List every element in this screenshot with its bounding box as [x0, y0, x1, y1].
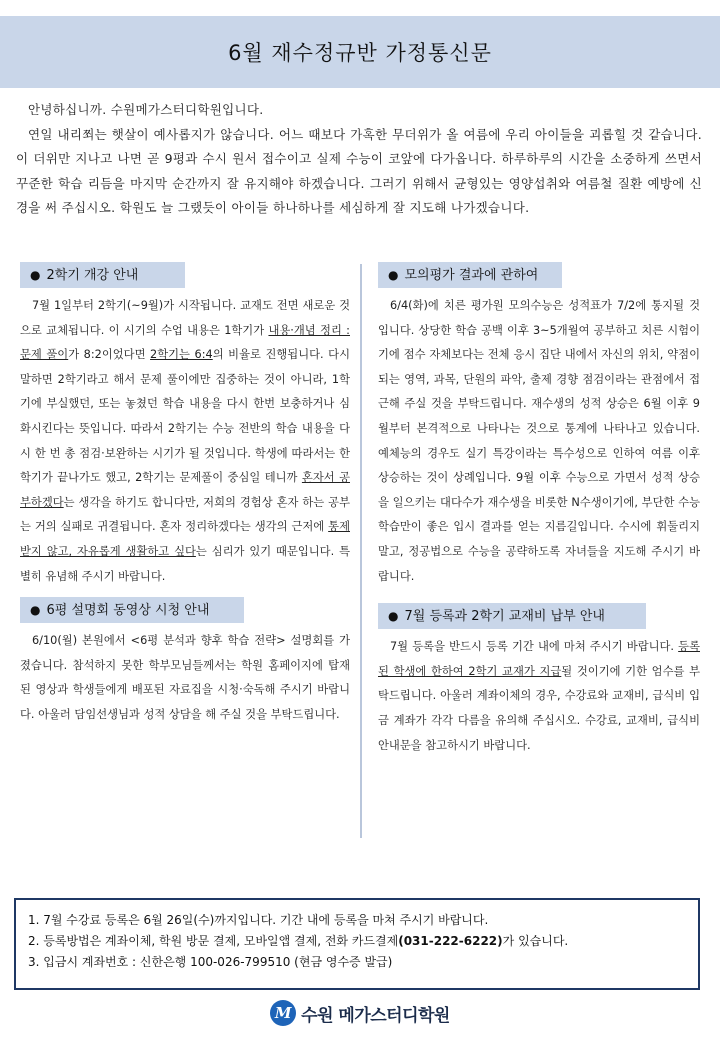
intro-body: 연일 내리쬐는 햇살이 예사롭지가 않습니다. 어느 때보다 가혹한 무더위가 올 여름에 우리 아이들을 괴롭힐 것 같습니다. 이 더위만 지나고 나면 곧 9평과 수시 원서 접수이고 실제 수능이 코앞에 다가옵니다. 하루하루의 시간을 소중하게 쓰면서 꾸준한 학습 리듬을 마지막 순간까지 잘 유지해야 하겠습니다. 그러기 위해서 균형있는 영양섭취와 여름철 질환 예방에 신경을 써 주십시오. 학원도 늘 그랬듯이 아이들 하나하나를 세심하게 잘 지도해 나가겠습니다. — [16, 126, 702, 215]
left-column — [20, 262, 350, 728]
section-body-mock-exam: 6/4(화)에 치른 평가원 모의수능은 성적표가 7/2에 통지될 것입니다. 상당한 학습 공백 이후 3~5개월여 공부하고 치른 시험이기에 점수 자체보다는 전체 응시 집단 내에서 자신의 위치, 약점이 되는 영역, 과목, 단원의 파악, 출제 경향 점검이라는 관점에서 접근해 주실 것을 부탁드립니다. 재수생의 성적 상승은 6월 이후 9월부터 본격적으로 나타나는 것으로 통계에 나타나고 있습니다. 예체능의 경우도 실기 특강이라는 특수성으로 인하여 여름 이후 상승하는 것이 상례입니다. 9월 이후 수능으로 가면서 성적 상승을 일으키는 대다수가 재수생을 비롯한 N수생이기에, 부단한 수능 학습만이 좋은 입시 결과를 얻는 지름길입니다. 수시에 휘둘리지 말고, 정공법으로 수능을 공략하도록 자녀들을 지도해 주시기 바랍니다. — [378, 299, 700, 583]
text-run: 7월 1일부터 2학기(~9월)가 시작됩니다. 교재도 전면 새로운 것으로 교체됩니다. 이 시기의 수업 내용은 1학기가 — [20, 299, 350, 337]
bullet-icon: ● — [30, 603, 41, 618]
section-title-mock-exam — [378, 262, 562, 288]
text-run: 가 있습니다. — [502, 934, 569, 948]
page-header — [0, 16, 720, 88]
notice-box — [14, 898, 700, 990]
intro-greeting: 안녕하십니까. 수원메가스터디학원입니다. — [28, 102, 264, 117]
section-body-registration — [378, 635, 700, 758]
underlined-text: 2학기는 6:4 — [150, 348, 213, 362]
section-title-text: 2학기 개강 안내 — [46, 268, 139, 283]
underlined-text: 통제받지 않고, 자유롭게 생활하고 싶다 — [20, 520, 350, 558]
column-divider — [360, 264, 362, 838]
text-run: 2. 등록방법은 계좌이체, 학원 방문 결제, 모바일앱 결제, 전화 카드결제 — [28, 934, 399, 948]
section-title-text: 7월 등록과 2학기 교재비 납부 안내 — [404, 609, 605, 625]
section-title-text: 모의평가 결과에 관하여 — [404, 268, 539, 283]
underlined-text: 내용·개념 정리 : 문제 풀이 — [20, 323, 350, 362]
notice-line-2 — [28, 931, 698, 952]
notice-line-1: 1. 7월 수강료 등록은 6월 26일(수)까지입니다. 기간 내에 등록을 마쳐 주시기 바랍니다. — [28, 913, 489, 927]
text-run: 7월 등록을 반드시 등록 기간 내에 마쳐 주시기 바랍니다. — [390, 640, 679, 654]
footer-logo — [0, 998, 720, 1028]
phone-number: (031-222-6222) — [398, 934, 503, 948]
logo-text: 수원 메가스터디학원 — [301, 1005, 450, 1026]
text-run: 는 심리가 있기 때문입니다. 특별히 유념해 주시기 바랍니다. — [20, 544, 350, 583]
text-run: 의 비율로 진행됩니다. 다시 말하면 2학기라고 해서 문제 풀이에만 집중하는 것이 아니라, 1학기에 부실했던, 또는 놓쳤던 학습 내용을 다시 한번 보충하거나 심화시킨다는 뜻입니다. 따라서 2학기는 수능 전반의 학습 내용을 다시 한 번 총 점검·보완하는 시기가 될 것입니다. 학생에 따라서는 한 학기가 끝나가도 했고, 2학기는 문제풀이 중심일 테니까 — [20, 348, 350, 485]
intro-section — [16, 98, 702, 221]
bullet-icon: ● — [30, 268, 41, 282]
page-title: 6월 재수정규반 가정통신문 — [228, 41, 492, 65]
notice-line-3: 3. 입금시 계좌번호 : 신한은행 100-026-799510 (현금 영수증 발급) — [28, 955, 393, 969]
text-run: 될 것이기에 기한 엄수를 부탁드립니다. 아울러 계좌이체의 경우, 수강료와 교재비, 급식비 입금 계좌가 각각 다름을 유의해 주십시오. 수강료, 교재비, 급식비 안내문을 참고하시기 바랍니다. — [378, 664, 700, 752]
bullet-icon: ● — [388, 609, 399, 624]
bullet-icon: ● — [388, 268, 399, 282]
section-body-semester — [20, 294, 350, 589]
section-title-video — [20, 597, 244, 623]
section-title-semester — [20, 262, 185, 288]
text-run: 가 8:2이었다면 — [68, 348, 151, 362]
underlined-text: 혼자서 공부하겠다 — [20, 471, 350, 509]
logo-icon: M — [270, 1000, 296, 1026]
underlined-text: 등록된 학생에 한하여 2학기 교재가 지급 — [378, 640, 700, 678]
section-title-text: 6평 설명회 동영상 시청 안내 — [46, 603, 210, 619]
section-body-video: 6/10(월) 본원에서 <6평 분석과 향후 학습 전략> 설명회를 가졌습니다. 참석하지 못한 학부모님들께서는 학원 홈페이지에 탑재된 영상과 학생들에게 배포된 자료집을 시청·숙독해 주시기 바랍니다. 아울러 담임선생님과 성적 상담을 해 주실 것을 부탁드립니다. — [20, 634, 350, 721]
section-title-registration — [378, 603, 646, 629]
text-run: 는 생각을 하기도 합니다만, 저희의 경험상 혼자 하는 공부는 거의 실패로 귀결됩니다. 혼자 정리하겠다는 생각의 근저에 — [20, 495, 350, 534]
right-column — [378, 262, 700, 758]
